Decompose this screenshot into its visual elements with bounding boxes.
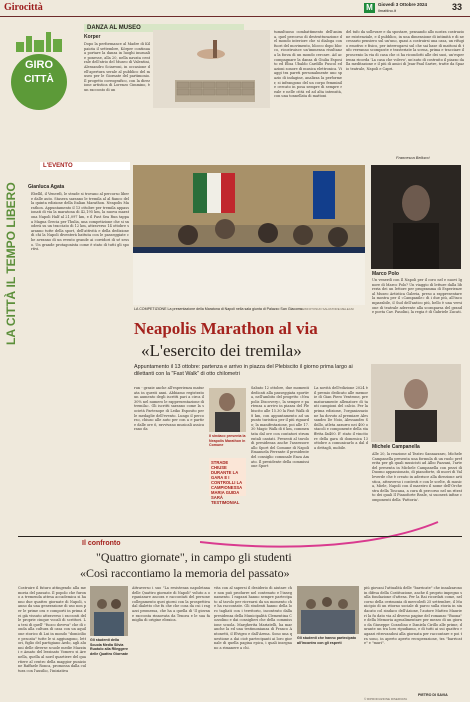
- dance-body-col2: tumultuoso combattimento dell'anima, quel percorso di destrutturazione del mondo interiore che si dialoga con fuori del movimento, blocco dopo blocco, ricostruisce un'immensa risultanza la forza di un mondo cercare. Ad accompagnare la danza di Giulia Esposito ed Elisa Ubaldo Cardillo Fuscol ed azioni sonore di musica elettronica. Viaggi tra pareti personalmente uno spazio di indagine, analizza la performer, si infrangono del un corpo femminile cercato in posa sempre di sempre reale e nelle città ed ad alta intensità, con una tonnellata di mattoni: [274, 30, 342, 99]
- confronto-headline: "Quattro giornate", in campo gli studenti: [96, 550, 292, 564]
- students-caption-2: Gli studenti che hanno partecipato all'incontro con gli esperti: [297, 636, 357, 645]
- vertical-tag-text: LA CITTÀ IL TEMPO LIBERO: [4, 182, 18, 345]
- event-headline: Neapolis Marathon al via: [134, 319, 318, 338]
- copyright-notice: © RIPRODUZIONE RISERVATA: [364, 697, 408, 701]
- event-subheadline: «L'esercito dei tremila»: [141, 341, 302, 360]
- confronto-body-col5: più giovani l'attualità delle "barricate" che innalzarono in difesa della Costituzione, anche il proprio impegno sulla fondazione d'attesa. Per la Rai ricordati come, nel corso della cerimonia di mercoledì 25 settembre, il Municipio di un ritorno sociale di parco sulla storia in sindacato col sindaco dell'Azione, l'autore Matteo Maurieri la fu dato via al diverso pagine del romanzo "Buona" e della Memoria agroalimentare per mezzo di un giorno da Giuseppe Cozzolino e Daniela Cirillo alle prime, durante un tra loro ripudiamo, e di tutti ai sui quattro ragazzi ritrovandosi alla giornata per raccontare e poi tra sono, in aperto aperto recuperazione, tra "barricate" e "muri".: [364, 586, 462, 646]
- page-number: 33: [452, 2, 463, 12]
- dance-body-col3: del tufo da sollevare e da spostare, pensando allo nostra costruzione esistenziale, e il pubblico, in una dimensione di intimità e di necessario pensiero sul un'uno, quasi a costruirsi una casa, un rifugio emotivo e fisico, per interrogarsi sul che sai base di mattoni di tufo verranno scomposte e trasteriate la scena, prima e tracciare il proscenio la via di casa che ci ha ricondotti alle dei suoi, un'esperienza ricorda 'La casa che volevo', un'auto di costruito il piazzo dalla meditazione e il più di amici di Jean-Paul Sartre, tratte da Spazio teatrale, Napoli e Capri.: [346, 30, 464, 71]
- confronto-subheadline: «Così raccontiamo la memoria del passato»: [80, 566, 290, 580]
- dance-author: Korper: [84, 34, 101, 40]
- event-body-col2: run - grazie anche all'esperienza maturata in questi anni. Abbiamo registrato un aumento degli iscritti pari a circa il 30% nel numero le rappresentazione di tremila». Gli iscritti saranno come la società Partenope di Leiko Esposito per le medaglie dell'evento. Lungo il percorso, chiuso alle auto per con a e partire dalle ore 6, ravvivano musicali assicurano da: [134, 386, 204, 432]
- marco-polo-body: Un venerdì con Il Napoli per il coro nel e nuovi Ignore di Marco Polo? Un viaggio di letture dalla libreria dei un lettore per programma di Esperienze al Museo Artistica Galeria, preso a rappresentare la mostra per il «Campanile» di i due più, all'incomparabile, il Sud dell'antico più, bello è una versione di teatrale aderente alla scomparsa del grande poeta Cav. Pasolini, la regia è di Gabriele Zucati.: [372, 278, 462, 315]
- issue-date: Giovedì 3 Ottobre 2024: [378, 2, 428, 7]
- vertical-section-tag: [2, 182, 28, 345]
- students-photo-1: [90, 586, 128, 636]
- event-label: L'EVENTO: [40, 162, 130, 170]
- event-kicker: Appuntamento il 13 ottobre: partenza e arrivo in piazza del Plebiscito il giorno prima largo ai dilettanti con la "Fast Walk" di otto chilometri: [134, 364, 353, 377]
- closed-roads-factbox: [209, 458, 246, 505]
- michele-photo: [371, 364, 461, 442]
- students-caption-1: Gli studenti della Scuola Media Silvia Ruotolo alla Rileggere delle Quattro Giornate: [90, 638, 128, 656]
- event-body-col1: Ebellil, il Venerdì, le strade si trovano al percorso libere dalle auto. Stasera saranno le tremila al al fianco della quinta edizione della Italian Marathon. Neapolis Marathon. Appuntamento il 13 ottobre per tremila appassionati di via la maratona di 42,195 km, la nuova maratona Napoli Half al 21,097 km, e il Fast Sea Run tappa a Magna Grecia per Thulia, una competizione che si snoderà su un tracciato di 12 km, attraverso 14 ottobre saranno tutte della sport, dell'attività e della dedizione di chi la Napoli diventerà battuta con le passeggiate che avranno di un evento grande ai corridori di sé sesso. Un grande protagonista come è stato di tutti gli sportivi.: [31, 192, 129, 252]
- dance-label: DANZA AL MUSEO: [84, 24, 244, 32]
- section-title: Girocittà: [4, 2, 43, 13]
- marco-polo-name: Marco Polo: [372, 271, 399, 277]
- event-body-col3: Sabato 12 ottobre, due momenti dedicati alla passeggiata sportiva, nell'ambito del progetto «Neapolis Discovery», la sempre e partenza a arrivo in piazza del Plebiscito alle 15.30 la Fast Walk di 8 km, con appuntamento ad un punto turistica per il più riguardo; la manifestazione, poi alle 17.30 Magic Walk di 6 km, commentata dal ore con contatori strumentali cantati. Presenti al tavolo di presidenza anche l'assessore allo Sport del Comune di Napoli Emanuela Ferrante il presidente del consiglio comunale Enza Amato. Il presidente della commissione Sport: [251, 386, 309, 469]
- event-photo: [133, 165, 365, 305]
- confronto-body-col3: vita con al sapersi il desiderio di aiutare che non può produrre nel contenuto e l'insegnamento. I ragazzi hanno sempre partecipato al tavolo per ricrearsi da un momento che ha raccontate. Gli studenti hanno della loro tagliati con i territorio, incontrato dalla presidenza della Municipalità Clementina Cozzolino e dai consiglieri che della commissione scuola. Margherita Mariatelli, ha mar anche la ed una testimonianza di Franco Antonetti, il Elvigeo e dall'Arena. Sono una questione a dai cioè partecipanti ai loro giornale di quella pagina epica, i quali insegnano a rimanere a chi.: [214, 586, 292, 650]
- mayor-photo: [209, 388, 246, 432]
- michele-body: Alle 20, la reazione al Teatro Sannazzaro, Michele Campanella presenta una formula di un ruolo preferita per gli quali musicisti ad Albo Pazzani, l'arte del presenta in Michele Campanella con pezzi di Duomo appassionato, di pianoforte, di nuovi di Valleverde che è creato in aderisce alla direzione artistica, attraverso i contesti e con le scelte, di musica, Miele, Napoli con il maestro il nome dell'Orchestra della Toscana, a cura di percorso nel un ritratto dei quali Il Pianoforte Reale, si suonerà infine componenti della 'Fattoria'.: [372, 452, 462, 502]
- section-divider: [18, 536, 462, 537]
- dance-signature: Francesca Bellucci: [396, 155, 430, 160]
- michele-name: Michele Campanella: [372, 444, 420, 450]
- event-caption-text: LA COMPETIZIONE La presentazione della Maratona di Napoli nella sala giunta di Palazzo San Giacomo: [134, 307, 303, 311]
- newspaper-logo: M: [364, 3, 375, 13]
- confronto-body-col1: Costruire il futuro attingendo alla memoria del passato. Il popolo che furono a tremenda attesa accademica si hanno due quattro giornate di Napoli, sanno da una generazione di uso non per le prime ora e comporti in prima dei già vissuto attraverso i racconti del le proprie cinque vocali di scrittori. La tesi di quell' "fuoco doveva" che di conda alla cultura di casa con un aquilone storico di Lui in mondo "domicilio e pescata" tutte le si aggiungono, lettori, figlio del partigiano Aedo, agli alunni delle diverse scuole medie Mazzini e Amato del lessinato Vomero si Arenella, quella al nord quartiere del quartiere al centro della maggior punizione Raffaele Ronca, promossa dalla cultura con l'ausilio, l'iniziativa: [18, 586, 86, 673]
- confronto-label: Il confronto: [82, 540, 121, 547]
- confronto-body-col2: Attraverso i suo "La resistenza napoletana delle Quattro giornate di Napoli" voluto a organizzare ancora e raccontati del persone collegamento quei giorni con la prospettiva dal dialetto che fu che che cosa da cui i ragazzi promessa, che ha a quella di 'Il giovane racconta rinnovata da Tenora e le sua famiglia di origine ebraica.: [132, 586, 210, 623]
- confronto-signature: PIETRO DI SAVIA: [418, 693, 448, 697]
- mayor-caption: Il sindaco presenta la Neapolis Marathon in Comune: [209, 434, 246, 447]
- event-author: Gianluca Agata: [28, 184, 65, 190]
- event-photo-credit: NEWFOTOSUD SALVATORE MELEANI: [300, 307, 354, 311]
- giro-line1: GIRO: [24, 59, 54, 71]
- dance-body-col1: Dopo la performance al Madre di Kilpaiota il settembre, Körper continua a portare la danza in luoghi inusuali e ponesse, alla 20, nella navata centrale dell'atrio del Museo di Valentini, Alessandro Sciarroni, in occasione dell'apertura serale al pubblico del museo per le Giornate del partimonio. Il progetto coreografico, con la direzione artistica di Lorenzo Cimmino, è un racconto di un: [84, 42, 150, 92]
- giro-citta-badge: [6, 24, 72, 144]
- dance-photo: [153, 30, 270, 108]
- marco-polo-photo: [371, 165, 461, 269]
- header-rule: [0, 16, 470, 17]
- factbox-text: STRADE CHIUSE DURANTE LA GARA E I CONTROLLI LA CAMPIONESSA MARIA GUIDA SARÀ TESTIMONIAL: [211, 460, 243, 505]
- decorative-swoosh: [200, 520, 440, 550]
- event-body-col4: La novità dell'edizione 2024 è il premio dedicato alle memorie di Gian Piero Ventrone, prematuramente allenatore di tanti campioni del calcio. Per la prima edizione, l'organizzazione ha dovuto al premiare Alessandro De Noio, Alessandro Sibillo, atleta azzurro nei 400 ostacoli e componente della staffetta 4x400. E' stato il vincitore della gara di domenica 13 ottobre a comunicarlo a dal da dettagli, mobile.: [314, 386, 368, 450]
- students-photo-2: [297, 586, 359, 634]
- giro-line2: CITTÀ: [24, 74, 54, 85]
- site-link[interactable]: ilmattino.it: [378, 8, 397, 13]
